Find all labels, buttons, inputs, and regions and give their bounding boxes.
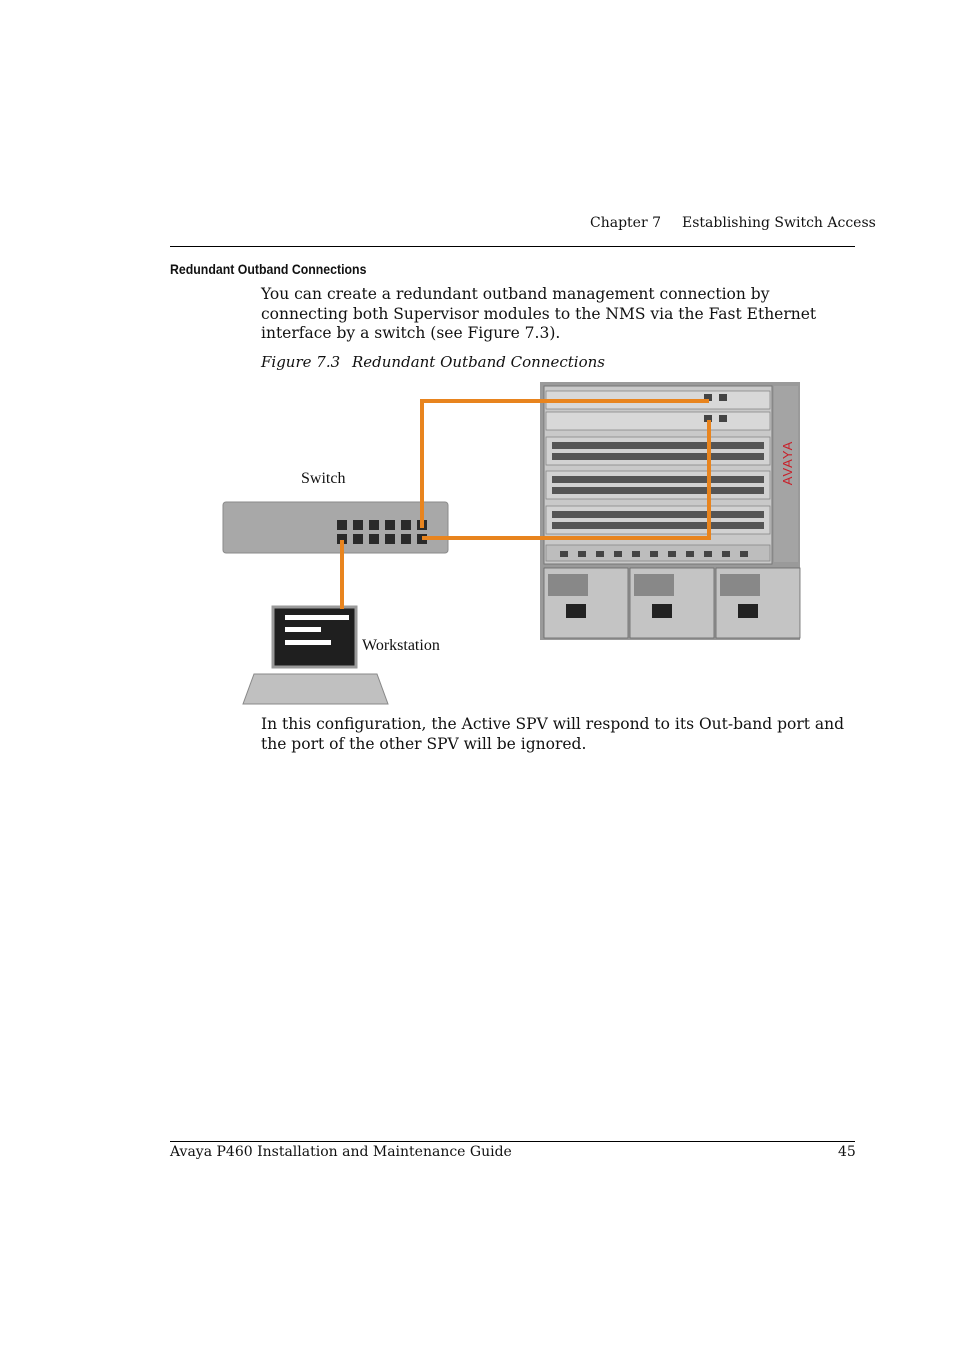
- avaya-logo: AVAYA: [780, 440, 795, 486]
- power-supply-2: [630, 568, 714, 638]
- figure-title: Redundant Outband Connections: [352, 353, 605, 371]
- power-supply-3: [716, 568, 800, 638]
- port-module-3: [546, 506, 770, 534]
- figure-number: Figure 7.3: [261, 353, 341, 371]
- footer-divider: [170, 1141, 855, 1142]
- p460-chassis: [540, 382, 800, 640]
- closing-paragraph: In this configuration, the Active SPV will respond to its Out-band port and the port of the other SPV will be ignored.: [261, 715, 845, 753]
- footer-guide-title: Avaya P460 Installation and Maintenance Guide: [170, 1144, 512, 1160]
- switch-label: Switch: [301, 470, 346, 487]
- page-number: 45: [838, 1144, 856, 1160]
- intro-paragraph: You can create a redundant outband management connection by connecting both Supervisor modules to the NMS via the Fast Ethernet interface by a switch (see Figure 7.3).: [261, 285, 817, 342]
- header-title: Establishing Switch Access: [682, 215, 876, 231]
- section-heading: Redundant Outband Connections: [170, 261, 367, 277]
- network-diagram: [220, 378, 810, 708]
- power-supply-1: [544, 568, 628, 638]
- header-divider: [170, 246, 855, 247]
- header-chapter: Chapter 7: [590, 215, 661, 231]
- port-module-2: [546, 471, 770, 499]
- switch-device: [223, 502, 448, 553]
- port-module-1: [546, 437, 770, 465]
- workstation: [243, 607, 388, 704]
- workstation-label: Workstation: [362, 637, 440, 654]
